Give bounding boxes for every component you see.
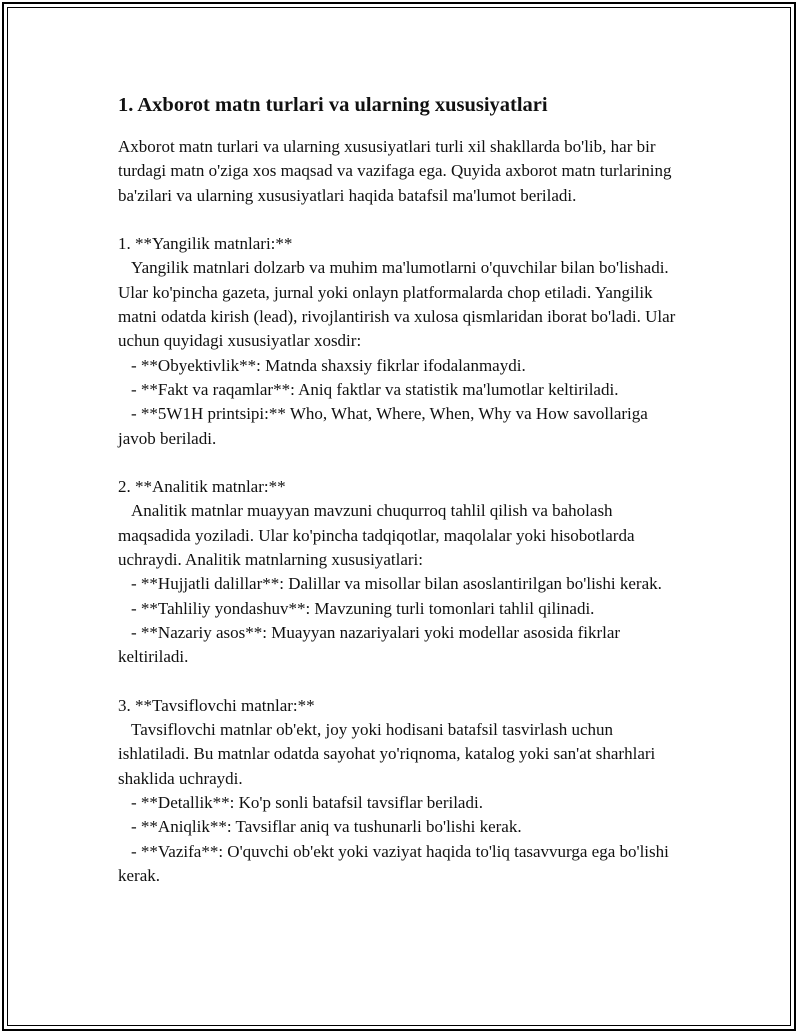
list-item: - **Obyektivlik**: Matnda shaxsiy fikrlar ifodalanmaydi. — [131, 355, 526, 375]
document-body — [118, 92, 688, 888]
list-item: - **Fakt va raqamlar**: Aniq faktlar va statistik ma'lumotlar keltiriladi. — [131, 379, 619, 399]
section-analytic-texts — [118, 475, 688, 669]
list-item: - **Vazifa**: O'quvchi ob'ekt yoki vaziyat haqida to'liq tasavvurga ega bo'lishi kerak. — [118, 841, 669, 885]
list-item: - **Hujjatli dalillar**: Dalillar va misollar bilan asoslantirilgan bo'lishi kerak. — [131, 574, 662, 594]
section-heading: 2. **Analitik matnlar:** — [118, 477, 286, 497]
section-paragraph: Analitik matnlar muayyan mavzuni chuqurroq tahlil qilish va baholash maqsadida yoziladi. Ular ko'pincha tadqiqotlar, maqolalar yoki hisobotlarda uchraydi. Analitik matnlarning xususiyatlari: — [118, 501, 635, 570]
list-item: - **Tahliliy yondashuv**: Mavzuning turli tomonlari tahlil qilinadi. — [131, 598, 595, 618]
section-paragraph: Tavsiflovchi matnlar ob'ekt, joy yoki hodisani batafsil tasvirlash uchun ishlatiladi. Bu matnlar odatda sayohat yo'riqnoma, katalog yoki san'at sharhlari shaklida uchraydi. — [118, 720, 656, 788]
intro-paragraph: Axborot matn turlari va ularning xususiyatlari turli xil shakllarda bo'lib, har bir turdagi matn o'ziga xos maqsad va vazifaga ega. Quyida axborot matn turlarining ba'zilari va ularning xususiyatlari haqida batafsil ma'lumot beriladi. — [118, 137, 672, 205]
list-item: - **5W1H printsipi:** Who, What, Where, When, Why va How savollariga javob beriladi. — [118, 404, 648, 448]
section-descriptive-texts — [118, 694, 688, 888]
section-heading: 3. **Tavsiflovchi matnlar:** — [118, 695, 315, 715]
list-item: - **Nazariy asos**: Muayyan nazariyalari yoki modellar asosida fikrlar keltiriladi. — [118, 622, 621, 667]
section-news-texts — [118, 232, 688, 451]
list-item: - **Detallik**: Ko'p sonli batafsil tavsiflar beriladi. — [131, 793, 483, 813]
section-paragraph: Yangilik matnlari dolzarb va muhim ma'lumotlarni o'quvchilar bilan bo'lishadi. Ular ko'pincha gazeta, jurnal yoki onlayn platformalarda chop etiladi. Yangilik matni odatda kirish (lead), rivojlantirish va xulosa qismlaridan iborat bo'ladi. Ular uchun quyidagi xususiyatlar xosdir: — [118, 258, 676, 351]
document-title: 1. Axborot matn turlari va ularning xususiyatlari — [118, 94, 548, 116]
section-heading: 1. **Yangilik matnlari:** — [118, 234, 293, 254]
list-item: - **Aniqlik**: Tavsiflar aniq va tushunarli bo'lishi kerak. — [131, 817, 522, 837]
